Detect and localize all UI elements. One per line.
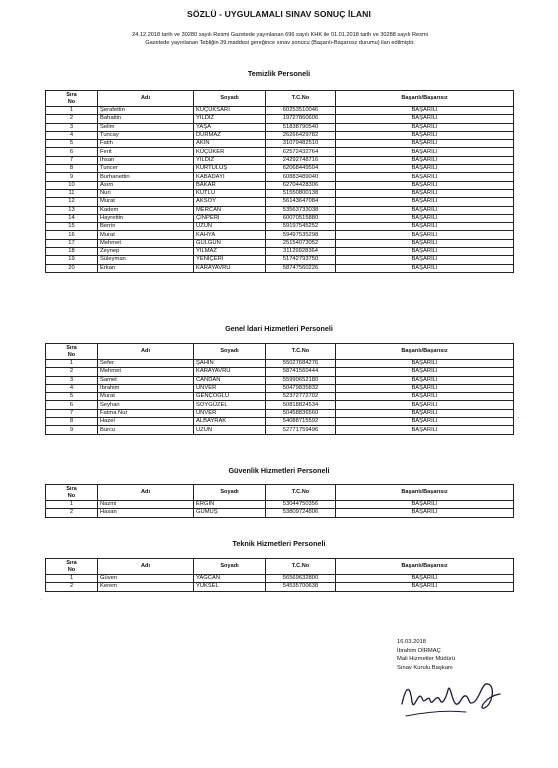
col-header-surname: Soyadı xyxy=(194,559,266,575)
row-number: 9 xyxy=(46,173,98,181)
person-surname: GÜMÜŞ xyxy=(194,509,266,517)
table-row xyxy=(46,107,514,115)
row-number: 1 xyxy=(46,501,98,509)
person-surname: KARAYAVRU xyxy=(194,368,266,376)
tc-number: 31129928364 xyxy=(266,248,336,256)
tc-number: 25154073052 xyxy=(266,239,336,247)
col-header-name: Adı xyxy=(98,344,194,360)
table-header-row xyxy=(46,485,514,501)
person-surname: KURTULUŞ xyxy=(194,165,266,173)
person-surname: KÜÇÜKER xyxy=(194,148,266,156)
result-status: BAŞARILI xyxy=(336,384,514,392)
result-status: BAŞARILI xyxy=(336,393,514,401)
result-status: BAŞARILI xyxy=(336,401,514,409)
person-surname: ALBAYRAK xyxy=(194,418,266,426)
person-name: Murat xyxy=(98,198,194,206)
tc-number: 60883489040 xyxy=(266,173,336,181)
document-title: SÖZLÜ - UYGULAMALI SINAV SONUÇ İLANI xyxy=(187,9,371,19)
table-row xyxy=(46,198,514,206)
person-surname: UZUN xyxy=(194,426,266,434)
person-name: Şerafettin xyxy=(98,107,194,115)
result-status: BAŞARILI xyxy=(336,206,514,214)
result-status: BAŞARILI xyxy=(336,418,514,426)
result-status: BAŞARILI xyxy=(336,107,514,115)
row-number: 8 xyxy=(46,165,98,173)
person-name: Nazmi xyxy=(98,501,194,509)
section-title-temizlik: Temizlik Personeli xyxy=(247,69,311,78)
table-row xyxy=(46,181,514,189)
tc-number: 52771759496 xyxy=(266,426,336,434)
person-name: Fatih xyxy=(98,140,194,148)
col-header-surname: Soyadı xyxy=(194,344,266,360)
tc-number: 54535700638 xyxy=(266,583,336,591)
col-header-tc: T.C.No xyxy=(266,91,336,107)
person-name: Berrin xyxy=(98,223,194,231)
table-row xyxy=(46,426,514,434)
results-table-teknik xyxy=(45,558,514,592)
person-name: Süleyman xyxy=(98,256,194,264)
tc-number: 60070515880 xyxy=(266,214,336,222)
person-surname: ERGİN xyxy=(194,501,266,509)
result-status: BAŞARILI xyxy=(336,165,514,173)
person-name: Nuri xyxy=(98,189,194,197)
result-status: BAŞARILI xyxy=(336,156,514,164)
person-surname: YÜKSEL xyxy=(194,583,266,591)
results-table-genel-idari xyxy=(45,343,514,435)
person-surname: UZUN xyxy=(194,223,266,231)
person-name: Tuncer xyxy=(98,165,194,173)
col-header-no-line1: Sıra xyxy=(66,344,77,351)
person-name: Murat xyxy=(98,231,194,239)
col-header-name: Adı xyxy=(98,559,194,575)
table-row xyxy=(46,231,514,239)
person-surname: ŞAHİN xyxy=(194,360,266,368)
col-header-result: Başarılı/Başarısız xyxy=(336,485,514,501)
tc-number: 24292748716 xyxy=(266,156,336,164)
col-header-no-line1: Sıra xyxy=(66,559,77,566)
table-header-row xyxy=(46,344,514,360)
result-status: BAŞARILI xyxy=(336,223,514,231)
result-status: BAŞARILI xyxy=(336,409,514,417)
person-name: Samet xyxy=(98,376,194,384)
row-number: 3 xyxy=(46,123,98,131)
row-number: 7 xyxy=(46,156,98,164)
result-status: BAŞARILI xyxy=(336,575,514,583)
person-surname: KÜÇÜKSARI xyxy=(194,107,266,115)
row-number: 16 xyxy=(46,231,98,239)
person-name: Güven xyxy=(98,575,194,583)
person-surname: YILDIZ xyxy=(194,115,266,123)
tc-number: 50818824534 xyxy=(266,401,336,409)
result-status: BAŞARILI xyxy=(336,509,514,517)
row-number: 15 xyxy=(46,223,98,231)
person-name: Mehmet xyxy=(98,239,194,247)
person-surname: KUTLU xyxy=(194,189,266,197)
person-surname: YAŞA xyxy=(194,123,266,131)
table-row xyxy=(46,115,514,123)
tc-number: 31079482510 xyxy=(266,140,336,148)
tc-number: 52372772702 xyxy=(266,393,336,401)
tc-number: 58747560226 xyxy=(266,264,336,272)
table-row xyxy=(46,401,514,409)
result-status: BAŞARILI xyxy=(336,239,514,247)
tc-number: 59497535298 xyxy=(266,231,336,239)
tc-number: 55990652180 xyxy=(266,376,336,384)
col-header-name: Adı xyxy=(98,91,194,107)
result-status: BAŞARILI xyxy=(336,140,514,148)
signatory-title: Mali Hizmetler Müdürü xyxy=(397,656,455,663)
stray-mark: ' xyxy=(518,417,520,424)
person-surname: YILMAZ xyxy=(194,248,266,256)
tc-number: 26266429782 xyxy=(266,131,336,139)
tc-number: 56143647084 xyxy=(266,198,336,206)
row-number: 2 xyxy=(46,583,98,591)
person-surname: YENİÇERİ xyxy=(194,256,266,264)
row-number: 10 xyxy=(46,181,98,189)
row-number: 7 xyxy=(46,409,98,417)
person-surname: ÜNVER xyxy=(194,409,266,417)
result-status: BAŞARILI xyxy=(336,198,514,206)
col-header-tc: T.C.No xyxy=(266,344,336,360)
intro-line-1: 24.12.2018 tarih ve 30280 sayılı Resmi Gazetede yayınlanan 696 sayılı KHK ile 01.01.2018 tarih ve 30288 sayılı Resmi xyxy=(132,32,428,38)
row-number: 5 xyxy=(46,140,98,148)
person-name: Asım xyxy=(98,181,194,189)
result-status: BAŞARILI xyxy=(336,360,514,368)
person-name: Burhanettin xyxy=(98,173,194,181)
row-number: 14 xyxy=(46,214,98,222)
table-row xyxy=(46,189,514,197)
col-header-no xyxy=(46,344,98,360)
section-title-teknik: Teknik Hizmetleri Personeli xyxy=(232,539,326,548)
col-header-result: Başarılı/Başarısız xyxy=(336,91,514,107)
col-header-tc: T.C.No xyxy=(266,485,336,501)
person-name: Murat xyxy=(98,393,194,401)
person-name: İbrahim xyxy=(98,384,194,392)
table-row xyxy=(46,583,514,591)
table-row xyxy=(46,239,514,247)
table-row xyxy=(46,368,514,376)
result-status: BAŞARILI xyxy=(336,264,514,272)
section-title-genel-idari: Genel İdari Hizmetleri Personeli xyxy=(225,324,333,333)
result-status: BAŞARILI xyxy=(336,368,514,376)
person-surname: MERCAN xyxy=(194,206,266,214)
col-header-no xyxy=(46,559,98,575)
row-number: 6 xyxy=(46,148,98,156)
row-number: 17 xyxy=(46,239,98,247)
table-row xyxy=(46,409,514,417)
person-name: Burcu xyxy=(98,426,194,434)
person-surname: AKIN xyxy=(194,140,266,148)
result-status: BAŞARILI xyxy=(336,376,514,384)
row-number: 1 xyxy=(46,107,98,115)
person-name: Erkan xyxy=(98,264,194,272)
row-number: 9 xyxy=(46,426,98,434)
person-name: Hazel xyxy=(98,418,194,426)
row-number: 1 xyxy=(46,360,98,368)
person-surname: ÇİNPERİ xyxy=(194,214,266,222)
col-header-no-line1: Sıra xyxy=(66,91,77,98)
tc-number: 62068449504 xyxy=(266,165,336,173)
table-row xyxy=(46,509,514,517)
signature-date: 16.03.2018 xyxy=(397,639,427,645)
person-name: İhsan xyxy=(98,156,194,164)
row-number: 2 xyxy=(46,115,98,123)
person-name: Zeynep xyxy=(98,248,194,256)
person-surname: GENÇOĞLU xyxy=(194,393,266,401)
tc-number: 51550800138 xyxy=(266,189,336,197)
person-name: Ferit xyxy=(98,148,194,156)
table-row xyxy=(46,173,514,181)
result-status: BAŞARILI xyxy=(336,426,514,434)
row-number: 4 xyxy=(46,131,98,139)
person-surname: KABADAYI xyxy=(194,173,266,181)
person-surname: GÜLGÜN xyxy=(194,239,266,247)
row-number: 18 xyxy=(46,248,98,256)
person-surname: CANDAN xyxy=(194,376,266,384)
result-status: BAŞARILI xyxy=(336,115,514,123)
person-name: Kadem xyxy=(98,206,194,214)
table-row xyxy=(46,165,514,173)
person-name: Hasan xyxy=(98,509,194,517)
table-row xyxy=(46,360,514,368)
row-number: 6 xyxy=(46,401,98,409)
person-name: Fatma Nur xyxy=(98,409,194,417)
signatory-role: Sınav Kurulu Başkanı xyxy=(397,664,453,671)
table-row xyxy=(46,264,514,272)
tc-number: 51838790540 xyxy=(266,123,336,131)
table-row xyxy=(46,248,514,256)
row-number: 8 xyxy=(46,418,98,426)
result-status: BAŞARILI xyxy=(336,583,514,591)
col-header-no-line1: Sıra xyxy=(66,485,77,492)
person-surname: YILDIZ xyxy=(194,156,266,164)
tc-number: 55027684276 xyxy=(266,360,336,368)
person-surname: BAKAR xyxy=(194,181,266,189)
table-row xyxy=(46,256,514,264)
row-number: 20 xyxy=(46,264,98,272)
person-surname: DURMAZ xyxy=(194,131,266,139)
table-row xyxy=(46,384,514,392)
table-row xyxy=(46,156,514,164)
row-number: 2 xyxy=(46,509,98,517)
tc-number: 53809724806 xyxy=(266,509,336,517)
result-status: BAŞARILI xyxy=(336,214,514,222)
col-header-surname: Soyadı xyxy=(194,91,266,107)
result-status: BAŞARILI xyxy=(336,173,514,181)
col-header-result: Başarılı/Başarısız xyxy=(336,559,514,575)
row-number: 1 xyxy=(46,575,98,583)
col-header-tc: T.C.No xyxy=(266,559,336,575)
result-status: BAŞARILI xyxy=(336,189,514,197)
result-status: BAŞARILI xyxy=(336,501,514,509)
row-number: 4 xyxy=(46,384,98,392)
person-name: Seyhan xyxy=(98,401,194,409)
result-status: BAŞARILI xyxy=(336,248,514,256)
tc-number: 62572432764 xyxy=(266,148,336,156)
person-name: Sefer xyxy=(98,360,194,368)
tc-number: 62704428306 xyxy=(266,181,336,189)
person-name: Kerem xyxy=(98,583,194,591)
col-header-no-line2: No xyxy=(67,98,76,105)
table-row xyxy=(46,418,514,426)
result-status: BAŞARILI xyxy=(336,181,514,189)
result-status: BAŞARILI xyxy=(336,123,514,131)
row-number: 12 xyxy=(46,198,98,206)
col-header-no-line2: No xyxy=(67,566,76,573)
tc-number: 50458836560 xyxy=(266,409,336,417)
tc-number: 59197545252 xyxy=(266,223,336,231)
col-header-no xyxy=(46,91,98,107)
table-header-row xyxy=(46,559,514,575)
results-table-guvenlik xyxy=(45,484,514,518)
table-row xyxy=(46,501,514,509)
handwritten-signature xyxy=(396,672,506,720)
person-surname: KAHYA xyxy=(194,231,266,239)
row-number: 3 xyxy=(46,376,98,384)
col-header-no-line2: No xyxy=(67,492,76,499)
col-header-name: Adı xyxy=(98,485,194,501)
person-name: Selim xyxy=(98,123,194,131)
result-status: BAŞARILI xyxy=(336,148,514,156)
person-name: Mehmet xyxy=(98,368,194,376)
col-header-surname: Soyadı xyxy=(194,485,266,501)
person-surname: SOYGÜZEL xyxy=(194,401,266,409)
table-row xyxy=(46,376,514,384)
table-row xyxy=(46,223,514,231)
results-table-temizlik xyxy=(45,90,514,273)
result-status: BAŞARILI xyxy=(336,231,514,239)
col-header-no-line2: No xyxy=(67,351,76,358)
table-row xyxy=(46,140,514,148)
table-row xyxy=(46,206,514,214)
tc-number: 19727860606 xyxy=(266,115,336,123)
table-header-row xyxy=(46,91,514,107)
col-header-result: Başarılı/Başarısız xyxy=(336,344,514,360)
tc-number: 50479835832 xyxy=(266,384,336,392)
tc-number: 56569632800 xyxy=(266,575,336,583)
signature-block xyxy=(397,638,455,672)
tc-number: 58741560444 xyxy=(266,368,336,376)
intro-line-2: Gazetede yayınlanan Tebliğin 39.maddesi gereğince sınav sonucu (Başarılı-Başarısız durumu) ilan edilmiştir. xyxy=(145,40,415,47)
tc-number: 51742793750 xyxy=(266,256,336,264)
tc-number: 53044750356 xyxy=(266,501,336,509)
row-number: 19 xyxy=(46,256,98,264)
table-row xyxy=(46,123,514,131)
tc-number: 53563733038 xyxy=(266,206,336,214)
table-row xyxy=(46,131,514,139)
tc-number: 54088715592 xyxy=(266,418,336,426)
col-header-no xyxy=(46,485,98,501)
person-name: Tuncay xyxy=(98,131,194,139)
person-surname: YAĞCAN xyxy=(194,575,266,583)
row-number: 5 xyxy=(46,393,98,401)
table-row xyxy=(46,148,514,156)
stray-mark: · xyxy=(40,596,43,603)
result-status: BAŞARILI xyxy=(336,131,514,139)
person-name: Hayrettin xyxy=(98,214,194,222)
table-row xyxy=(46,393,514,401)
table-row xyxy=(46,575,514,583)
intro-paragraph xyxy=(60,31,500,47)
row-number: 2 xyxy=(46,368,98,376)
result-status: BAŞARILI xyxy=(336,256,514,264)
signatory-name: İbrahim DİRMAÇ xyxy=(397,647,441,654)
row-number: 11 xyxy=(46,189,98,197)
tc-number: 60253510046 xyxy=(266,107,336,115)
row-number: 13 xyxy=(46,206,98,214)
table-row xyxy=(46,214,514,222)
person-surname: KARAYAVRU xyxy=(194,264,266,272)
section-title-guvenlik: Güvenlik Hizmetleri Personeli xyxy=(228,466,330,475)
person-surname: AKSOY xyxy=(194,198,266,206)
person-surname: ÜNVER xyxy=(194,384,266,392)
person-name: Bahattin xyxy=(98,115,194,123)
